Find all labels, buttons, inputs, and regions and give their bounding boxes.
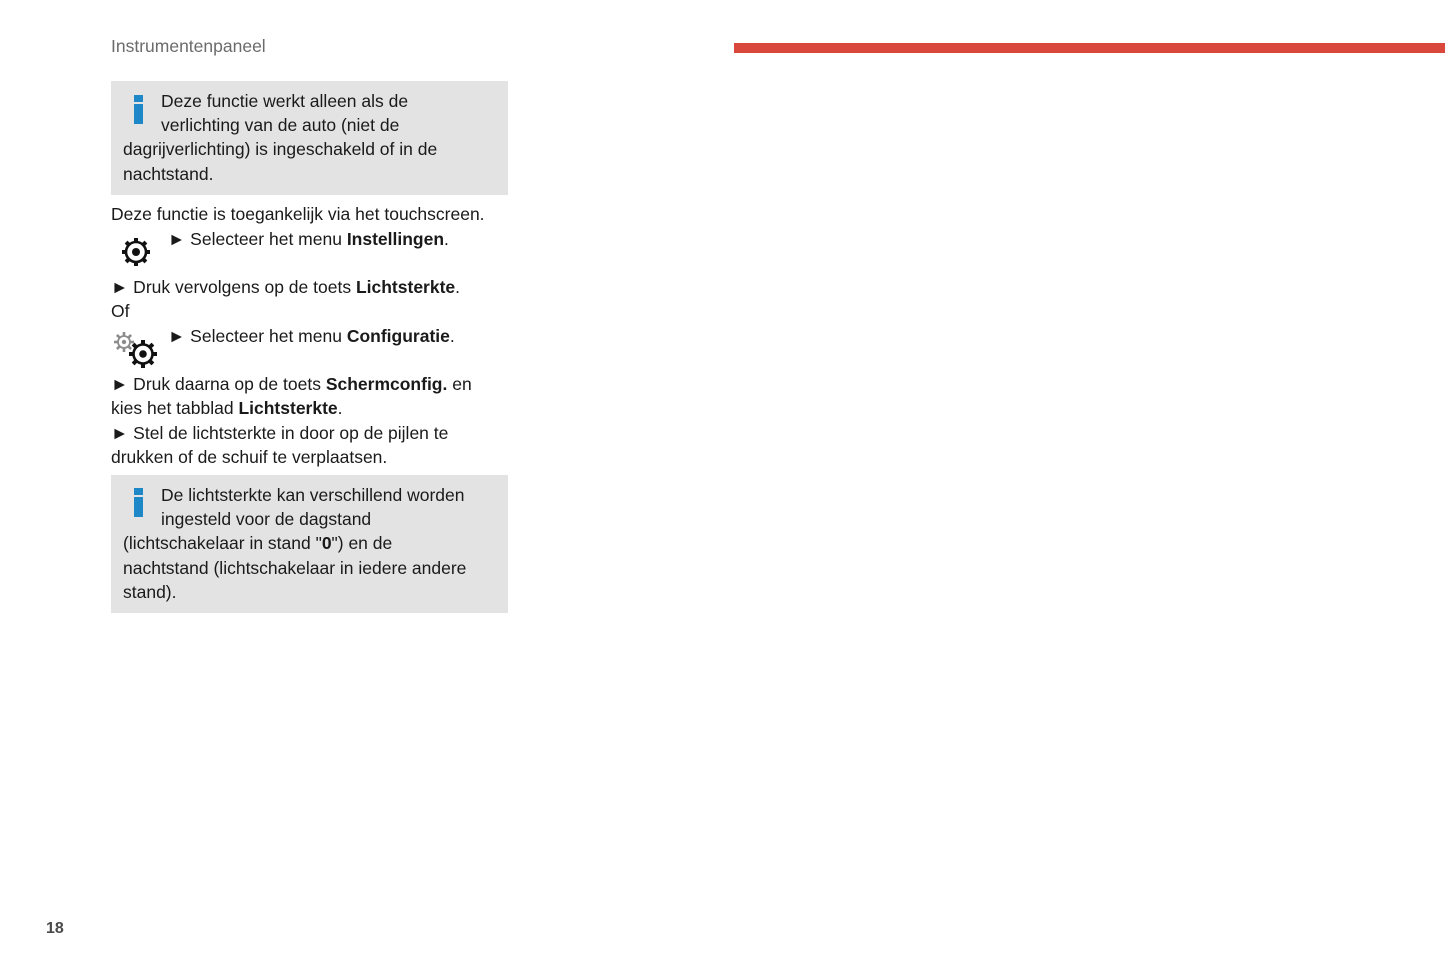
step-press-screenconfig: ► Druk daarna op de toets Schermconfig. en	[111, 374, 472, 394]
button-name: Schermconfig.	[325, 374, 448, 394]
intro-text: Deze functie is toegankelijk via het touchscreen.	[111, 204, 485, 224]
settings-gear-icon	[120, 236, 152, 268]
step-choose-tab: kies het tabblad Lichtsterkte.	[111, 398, 343, 418]
info-box	[111, 81, 508, 195]
page-number: 18	[46, 920, 64, 937]
info-text-line: De lichtsterkte kan verschillend worden	[161, 484, 465, 505]
step-select-configuration: ► Selecteer het menu Configuratie.	[168, 326, 455, 346]
info-text-line: nachtstand (lichtschakelaar in iedere andere	[123, 557, 467, 578]
info-text-line: nachtstand.	[123, 163, 214, 184]
info-text-line: stand).	[123, 582, 177, 603]
info-icon	[133, 95, 144, 124]
info-text-line: dagrijverlichting) is ingeschakeld of in de	[123, 139, 438, 160]
step-press-brightness: ► Druk vervolgens op de toets Lichtsterkte.	[111, 277, 461, 297]
button-name: Lichtsterkte	[355, 277, 456, 297]
or-text: Of	[111, 301, 130, 321]
menu-name: Configuratie	[346, 326, 450, 346]
info-icon	[133, 488, 144, 517]
info-text-line: verlichting van de auto (niet de	[161, 114, 400, 135]
configuration-gears-icon	[113, 331, 159, 369]
accent-bar	[734, 43, 1445, 53]
step-set-brightness: ► Stel de lichtsterkte in door op de pijlen te	[111, 423, 449, 443]
step-set-brightness-cont: drukken of de schuif te verplaatsen.	[111, 447, 388, 467]
info-box	[111, 475, 508, 613]
info-text-line: Deze functie werkt alleen als de	[161, 90, 409, 111]
step-select-settings: ► Selecteer het menu Instellingen.	[168, 229, 449, 249]
tab-name: Lichtsterkte	[238, 398, 338, 418]
menu-name: Instellingen	[346, 229, 445, 249]
info-text-line: (lichtschakelaar in stand "0") en de	[123, 533, 393, 554]
section-title: Instrumentenpaneel	[111, 36, 266, 56]
info-text-line: ingesteld voor de dagstand	[161, 508, 372, 529]
